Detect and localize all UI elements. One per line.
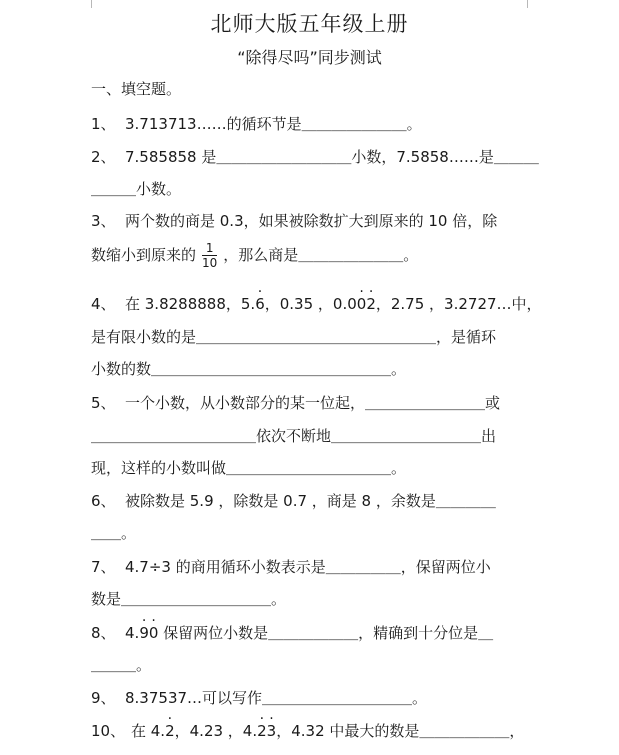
question-number: 7、 (91, 558, 116, 576)
question-text: ，2.75 ，3.2727…中， (375, 295, 542, 313)
question-3 (91, 210, 497, 231)
page-subtitle: “除得尽吗”同步测试 (237, 48, 382, 67)
repeating-digit: · 2 (366, 295, 376, 313)
question-10 (91, 720, 524, 741)
repeating-digit: · 9 (139, 624, 149, 642)
question-number: 6、 (91, 492, 116, 510)
question-number: 5、 (91, 394, 116, 412)
question-text: ，0.35 ，0.0 (264, 295, 357, 313)
question-number: 4、 (91, 295, 116, 313)
question-4-cont: 是有限小数的是＿＿＿＿＿＿＿＿＿＿＿＿＿＿＿＿，是循环 (91, 328, 497, 346)
question-6 (91, 490, 496, 511)
question-number: 3、 (91, 212, 116, 230)
question-7 (91, 556, 491, 577)
question-text: 7.585858 是＿＿＿＿＿＿＿＿＿小数，7.5858……是＿＿＿ (125, 148, 539, 166)
question-number: 9、 (91, 689, 116, 707)
question-number: 2、 (91, 148, 116, 166)
page-title: 北师大版五年级上册 (210, 12, 409, 36)
repeating-digit: · 2 (257, 722, 267, 740)
repeating-digit: · 3 (267, 722, 277, 740)
question-8-cont: ＿＿＿。 (91, 656, 152, 674)
question-2 (91, 146, 539, 167)
corner-mark-right-v (527, 0, 528, 8)
question-text: ，4.23 ，4. (174, 722, 258, 740)
question-text: 3.713713……的循环节是＿＿＿＿＿＿＿。 (125, 115, 422, 133)
question-5-cont: ＿＿＿＿＿＿＿＿＿＿＿依次不断地＿＿＿＿＿＿＿＿＿＿出 (91, 427, 497, 445)
question-text: 被除数是 5.9 ，除数是 0.7 ，商是 8 ，余数是＿＿＿＿ (125, 492, 496, 510)
question-5-cont2: 现，这样的小数叫做＿＿＿＿＿＿＿＿＿＿＿。 (91, 459, 407, 477)
question-text: ，4.32 中最大的数是＿＿＿＿＿＿， (276, 722, 525, 740)
repeating-digit: · 6 (255, 295, 265, 313)
question-text: 数缩小到原来的 (91, 246, 197, 264)
question-number: 10、 (91, 722, 126, 740)
repeating-digit: · 2 (165, 722, 175, 740)
question-4 (91, 293, 542, 314)
question-text: ，那么商是＿＿＿＿＿＿＿。 (223, 246, 419, 264)
question-text: 一个小数，从小数部分的某一位起，＿＿＿＿＿＿＿＿或 (125, 394, 501, 412)
fraction (202, 241, 217, 270)
question-5 (91, 392, 500, 413)
question-text: 4. (125, 624, 140, 642)
corner-mark-left-v (91, 0, 92, 8)
repeating-digit: · 0 (357, 295, 367, 313)
fraction-denominator: 10 (202, 256, 218, 270)
question-text: 在 3.8288888，5. (125, 295, 256, 313)
question-number: 1、 (91, 115, 116, 133)
question-4-cont2: 小数的数＿＿＿＿＿＿＿＿＿＿＿＿＿＿＿＿。 (91, 360, 407, 378)
section-heading: 一、填空题。 (91, 80, 182, 98)
fraction-numerator: 1 (205, 241, 214, 255)
question-6-cont: ＿＿。 (91, 524, 137, 542)
repeating-digit: · 0 (149, 624, 159, 642)
question-text: 在 4. (131, 722, 166, 740)
question-9 (91, 687, 427, 708)
question-2-cont: ＿＿＿小数。 (91, 180, 182, 198)
question-text: 4.7÷3 的商用循环小数表示是＿＿＿＿＿，保留两位小 (125, 558, 491, 576)
question-text: 保留两位小数是＿＿＿＿＿＿，精确到十分位是＿ (158, 624, 494, 642)
question-number: 8、 (91, 624, 116, 642)
question-3-cont (91, 241, 418, 270)
question-1 (91, 113, 422, 134)
question-8 (91, 622, 493, 643)
question-text: 8.37537…可以写作＿＿＿＿＿＿＿＿＿＿。 (125, 689, 428, 707)
question-7-cont: 数是＿＿＿＿＿＿＿＿＿＿。 (91, 590, 287, 608)
question-text: 两个数的商是 0.3，如果被除数扩大到原来的 10 倍，除 (125, 212, 498, 230)
